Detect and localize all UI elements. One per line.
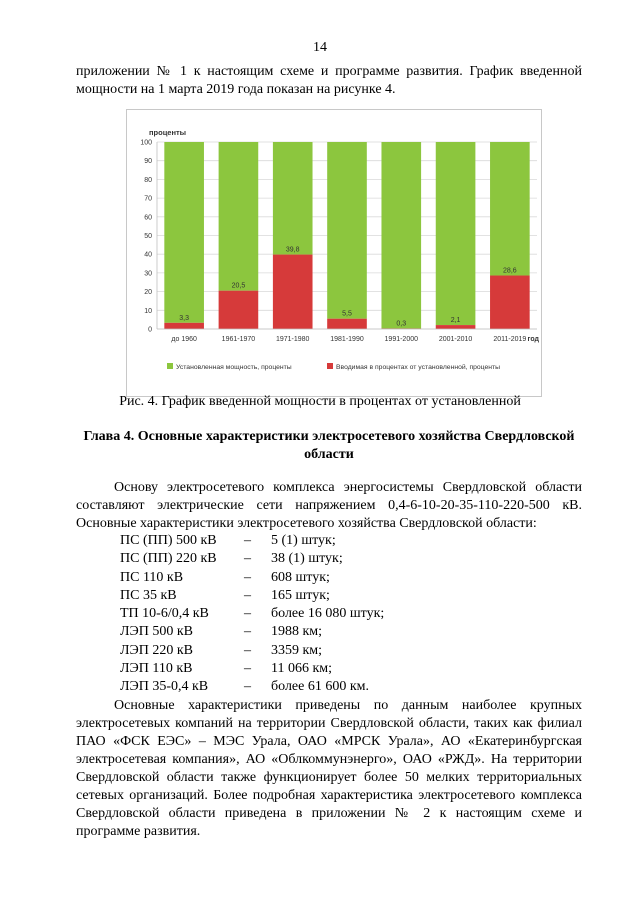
bar-installed xyxy=(327,142,367,319)
chart-frame xyxy=(126,109,542,397)
y-tick-label: 60 xyxy=(144,214,152,222)
x-axis-title: год xyxy=(527,336,539,343)
list-item-name: ЛЭП 220 кВ xyxy=(120,642,193,658)
list-item-value: 608 штук; xyxy=(271,569,330,585)
data-label: 20,5 xyxy=(231,282,246,290)
legend-label-commissioned: Вводимая в процентах от установленной, проценты xyxy=(336,364,501,371)
y-axis-title: проценты xyxy=(149,128,187,137)
x-tick-label: 1961-1970 xyxy=(221,336,256,343)
y-tick-label: 50 xyxy=(144,233,152,240)
data-label: 2,1 xyxy=(450,317,461,325)
y-tick-label: 100 xyxy=(140,139,152,147)
data-label: 39,8 xyxy=(285,246,300,254)
bar-installed xyxy=(219,142,259,291)
list-item-dash: – xyxy=(244,661,251,677)
list-item-value: 38 (1) штук; xyxy=(271,551,343,567)
y-tick-label: 30 xyxy=(144,270,152,278)
x-tick-label: 1981-1990 xyxy=(330,336,364,343)
legend-swatch-commissioned xyxy=(327,363,333,369)
data-label: 3,3 xyxy=(179,314,190,322)
list-item-value: более 61 600 км. xyxy=(271,679,370,695)
list-item-dash: – xyxy=(244,587,251,603)
list-item-dash: – xyxy=(244,569,251,585)
chapter-title: Глава 4. Основные характеристики электросетевого хозяйства Свердловской области xyxy=(83,429,575,462)
y-tick-label: 90 xyxy=(144,158,152,166)
list-item-name: ЛЭП 500 кВ xyxy=(120,624,193,640)
y-tick-label: 0 xyxy=(148,326,152,334)
legend-label-installed: Установленная мощность, проценты xyxy=(176,364,292,371)
list-item-dash: – xyxy=(244,533,251,548)
list-item-name: ПС 35 кВ xyxy=(120,587,177,603)
intro-paragraph: приложении № 1 к настоящим схеме и программе развития. График введенной мощности на 1 марта 2019 года показан на рисунке 4. xyxy=(76,64,582,97)
bar-commissioned xyxy=(273,255,313,329)
x-tick-label: 1991-2000 xyxy=(384,336,419,343)
list-item-value: 3359 км; xyxy=(271,642,323,658)
legend-swatch-installed xyxy=(167,363,173,369)
x-tick-label: 2011-2019 xyxy=(493,336,527,343)
page-number: 14 xyxy=(313,40,327,55)
data-label: 0,3 xyxy=(396,320,407,328)
bar-installed xyxy=(381,142,421,328)
bar-commissioned xyxy=(327,319,367,329)
list-item-dash: – xyxy=(244,642,251,658)
paragraph-overview: Основу электросетевого комплекса энергосистемы Свердловской области составляют электрические сети напряжением 0,4-6-10-20-35-110-220-500 кВ. Основные характеристики электросетевого хозяйства Свердловской области: xyxy=(76,480,582,531)
y-tick-label: 70 xyxy=(144,195,152,203)
list-item-name: ТП 10-6/0,4 кВ xyxy=(120,606,209,622)
list-item-value: 5 (1) штук; xyxy=(271,533,336,548)
data-label: 5,5 xyxy=(342,310,352,318)
bar-installed xyxy=(490,142,530,276)
list-item-dash: – xyxy=(244,551,251,567)
y-tick-label: 20 xyxy=(144,289,152,297)
bar-installed xyxy=(436,142,476,325)
bar-commissioned xyxy=(490,276,530,329)
y-tick-label: 10 xyxy=(144,307,152,315)
list-item-value: более 16 080 штук; xyxy=(271,606,385,622)
list-item-dash: – xyxy=(244,606,251,622)
list-item-name: ЛЭП 35-0,4 кВ xyxy=(120,679,209,695)
list-item-value: 1988 км; xyxy=(271,624,323,640)
bar-commissioned xyxy=(219,291,259,329)
list-item-name: ПС 110 кВ xyxy=(120,569,184,585)
figure-caption: Рис. 4. График введенной мощности в процентах от установленной xyxy=(119,394,521,409)
bar-installed xyxy=(273,142,313,255)
list-item-name: ПС (ПП) 220 кВ xyxy=(120,551,217,567)
bar-commissioned xyxy=(164,323,204,329)
list-item-dash: – xyxy=(244,624,251,640)
list-item-value: 165 штук; xyxy=(271,587,330,603)
list-item-dash: – xyxy=(244,679,251,695)
y-tick-label: 40 xyxy=(144,251,152,259)
list-item-value: 11 066 км; xyxy=(271,661,333,677)
x-tick-label: до 1960 xyxy=(171,336,197,343)
x-tick-label: 2001-2010 xyxy=(438,336,473,343)
paragraph-details: Основные характеристики приведены по данным наиболее крупных электросетевых компаний на территории Свердловской области, таких как филиал ПАО «ФСК ЕЭС» – МЭС Урала, ОАО «МРСК Урала», АО «Екатеринбургская электросетевая компания», АО «Облкоммунэнерго», ОАО «РЖД». На территории Свердловской области также функционирует более 50 мелких территориальных сетевых организаций. Более подробная характеристика электросетевого комплекса Свердловской области приведена в приложении № 2 к настоящим схеме и программе развития. xyxy=(76,698,582,839)
data-label: 28,6 xyxy=(503,267,517,275)
bar-installed xyxy=(164,142,204,323)
list-item-name: ЛЭП 110 кВ xyxy=(120,661,193,677)
x-tick-label: 1971-1980 xyxy=(275,336,310,343)
bar-chart xyxy=(127,110,541,396)
list-item-name: ПС (ПП) 500 кВ xyxy=(120,533,217,548)
bar-commissioned xyxy=(436,325,476,329)
y-tick-label: 80 xyxy=(144,176,152,184)
